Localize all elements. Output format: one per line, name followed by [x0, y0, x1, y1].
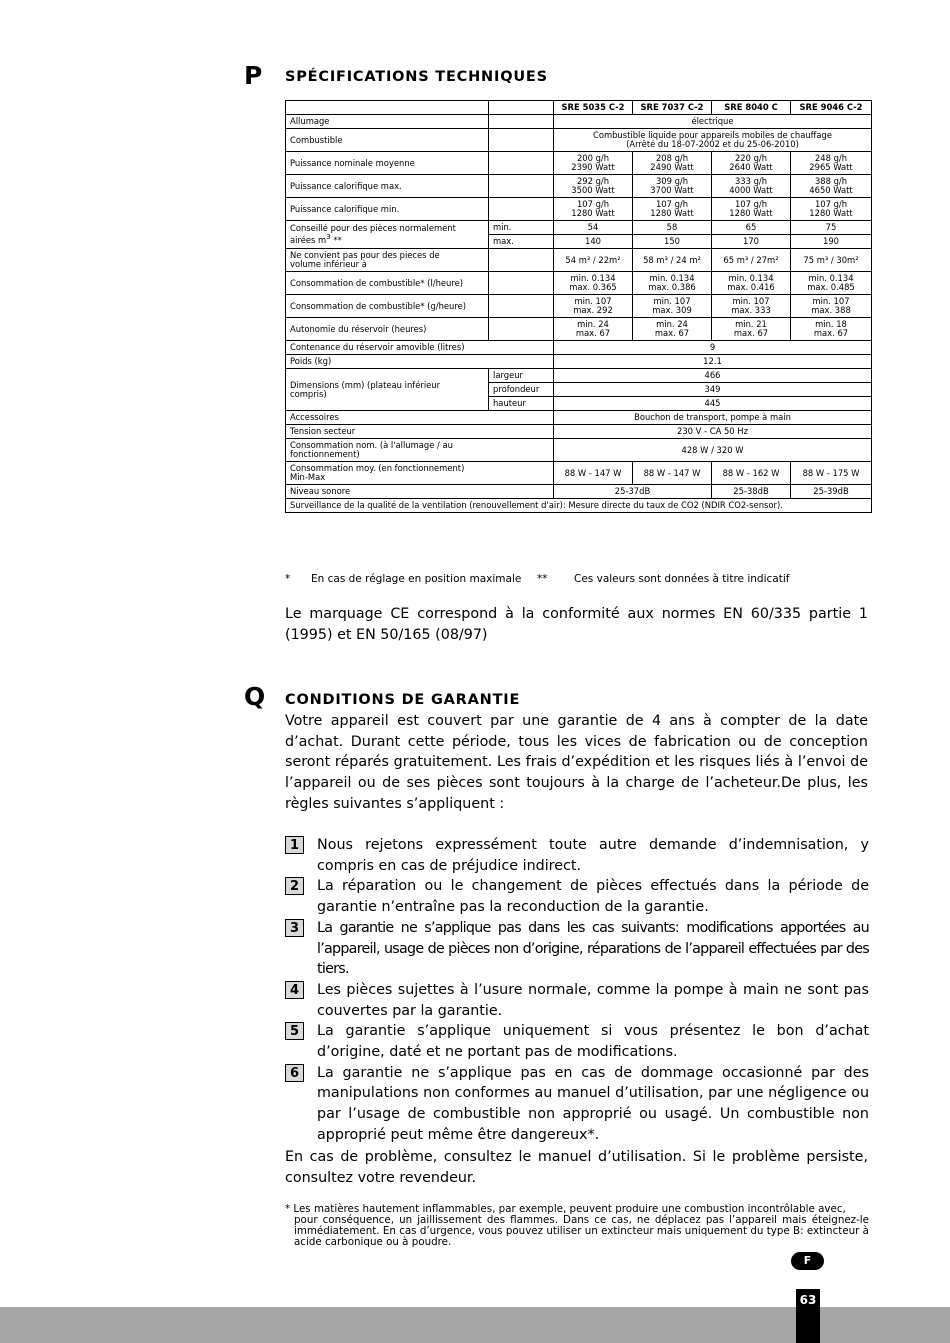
table-header-row: [286, 101, 872, 115]
table-row: [286, 221, 872, 235]
row-label: Consommation moy. (en fonctionnement) Min-Max: [286, 462, 554, 485]
table-row: [286, 369, 872, 383]
list-item: [285, 1021, 869, 1062]
cell: 107 g/h 1280 Watt: [554, 198, 633, 221]
table-row: [286, 499, 872, 513]
sub-label: largeur: [489, 369, 554, 383]
row-value-line: (Arrêté du 18-07-2002 et du 25-06-2010): [626, 139, 799, 149]
footnote-line: pour conséquence, un jaillissement des flammes. Dans ce cas, ne déplacez pas l’appareil mais éteignez-le immédiatement. En cas d’urgence, vous pouvez utiliser un extincteur mais uniquement du type B: extincteur à acide carbonique ou à poudre.: [294, 1214, 869, 1248]
list-item: [285, 1063, 869, 1146]
section-title-specifications: SPÉCIFICATIONS TECHNIQUES: [285, 69, 548, 85]
cell: 208 g/h 2490 Watt: [633, 152, 712, 175]
row-label: Autonomie du réservoir (heures): [286, 318, 489, 341]
cell: 25-37dB: [554, 485, 712, 499]
cell: 292 g/h 3500 Watt: [554, 175, 633, 198]
row-value: 230 V - CA 50 Hz: [554, 425, 872, 439]
table-row: [286, 272, 872, 295]
cell: 88 W - 175 W: [791, 462, 872, 485]
row-value: 12.1: [554, 355, 872, 369]
cell: 140: [554, 235, 633, 249]
cell: min. 24 max. 67: [554, 318, 633, 341]
cell: 190: [791, 235, 872, 249]
footnote: [285, 1204, 869, 1248]
cell: 25-39dB: [791, 485, 872, 499]
list-item: [285, 876, 869, 917]
cell: 88 W - 162 W: [712, 462, 791, 485]
table-row: [286, 152, 872, 175]
model-header: SRE 9046 C-2: [791, 101, 872, 115]
model-header: SRE 8040 C: [712, 101, 791, 115]
note-star: **: [537, 573, 548, 585]
row-label: Ne convient pas pour des pieces de volume inférieur à: [286, 249, 489, 272]
row-value: [554, 129, 872, 152]
row-label: Contenance du réservoir amovible (litres): [286, 341, 554, 355]
ce-marking-paragraph: Le marquage CE correspond à la conformité aux normes EN 60/335 partie 1 (1995) et EN 50/165 (08/97): [285, 606, 868, 643]
item-text: La garantie ne s’applique pas dans les cas suivants: modifications apportées au l’appareil, usage de pièces non d’origine, réparations de l’appareil effectuées par des tiers.: [317, 919, 869, 978]
table-row: [286, 439, 872, 462]
cell: 107 g/h 1280 Watt: [791, 198, 872, 221]
table-row: [286, 249, 872, 272]
page-number: 63: [796, 1289, 820, 1343]
cell: 54: [554, 221, 633, 235]
list-item: [285, 918, 869, 980]
row-value: électrique: [554, 115, 872, 129]
item-text: Les pièces sujettes à l’usure normale, comme la pompe à main ne sont pas couvertes par la garantie.: [317, 981, 869, 1019]
table-row: [286, 355, 872, 369]
header-empty-cell: [489, 101, 554, 115]
row-label: Puissance calorifique min.: [286, 198, 489, 221]
row-label: Conseillé pour des pièces normalement airées $m^3$ **: [286, 221, 489, 249]
table-row: [286, 115, 872, 129]
note-text: En cas de réglage en position maximale: [311, 573, 522, 585]
cell: min. 107 max. 309: [633, 295, 712, 318]
cell: 107 g/h 1280 Watt: [712, 198, 791, 221]
row-label: Puissance calorifique max.: [286, 175, 489, 198]
note-star: *: [285, 573, 291, 585]
row-label: Combustible: [286, 129, 489, 152]
section-title-warranty: CONDITIONS DE GARANTIE: [285, 692, 521, 708]
cell: 25-38dB: [712, 485, 791, 499]
cell: min. 24 max. 67: [633, 318, 712, 341]
row-label: Tension secteur: [286, 425, 554, 439]
cell: min. 107 max. 388: [791, 295, 872, 318]
cell: 58 m³ / 24 m²: [633, 249, 712, 272]
cell: min. 21 max. 67: [712, 318, 791, 341]
table-row: [286, 318, 872, 341]
specifications-table: [285, 100, 872, 513]
warranty-intro-paragraph: Votre appareil est couvert par une garantie de 4 ans à compter de la date d’achat. Durant cette période, tous les vices de fabrication ou de conception seront réparés gratuitement. Les frais d’expédition et les risques liés à l’envoi de l’appareil ou de ses pièces sont toujours à la charge de l’acheteur.De plus, les règles suivantes s’appliquent :: [285, 713, 868, 812]
row-label: Dimensions (mm) (plateau inférieur compris): [286, 369, 489, 411]
cell: 248 g/h 2965 Watt: [791, 152, 872, 175]
list-item: [285, 835, 869, 876]
table-row: [286, 462, 872, 485]
row-label: Surveillance de la qualité de la ventilation (renouvellement d'air): Mesure directe du taux de CO2 (NDIR CO2-sensor).: [286, 499, 872, 513]
cell: min. 0.134 max. 0.365: [554, 272, 633, 295]
table-row: [286, 295, 872, 318]
row-value: 349: [554, 383, 872, 397]
section-letter-q: Q: [244, 682, 266, 711]
cell: min. 0.134 max. 0.386: [633, 272, 712, 295]
row-value: Bouchon de transport, pompe à main: [554, 411, 872, 425]
cell: 88 W - 147 W: [554, 462, 633, 485]
warranty-conditions-list: [285, 835, 869, 1146]
row-value: 445: [554, 397, 872, 411]
note-text: Ces valeurs sont données à titre indicatif: [574, 573, 790, 585]
table-row: [286, 175, 872, 198]
item-number: 4: [285, 981, 304, 999]
sub-label: profondeur: [489, 383, 554, 397]
table-row: [286, 129, 872, 152]
language-badge: F: [791, 1252, 824, 1270]
item-text: La garantie ne s’applique pas en cas de dommage occasionné par des manipulations non conformes au manuel d’utilisation, par une négligence ou par l’usage de combustible non approprié ou usagé. Un combustible non approprié peut même être dangereux*.: [317, 1064, 869, 1143]
cell: 309 g/h 3700 Watt: [633, 175, 712, 198]
row-value: 428 W / 320 W: [554, 439, 872, 462]
cell: 58: [633, 221, 712, 235]
model-header: SRE 5035 C-2: [554, 101, 633, 115]
problem-paragraph: En cas de problème, consultez le manuel d’utilisation. Si le problème persiste, consultez votre revendeur.: [285, 1149, 868, 1186]
footnote-line: * Les matières hautement inflammables, par exemple, peuvent produire une combustion incontrôlable avec,: [285, 1203, 846, 1215]
cell: 75: [791, 221, 872, 235]
header-empty-cell: [286, 101, 489, 115]
item-number: 5: [285, 1022, 304, 1040]
item-number: 2: [285, 877, 304, 895]
table-row: [286, 341, 872, 355]
cell: 107 g/h 1280 Watt: [633, 198, 712, 221]
sub-label: hauteur: [489, 397, 554, 411]
cell: 88 W - 147 W: [633, 462, 712, 485]
cell: 150: [633, 235, 712, 249]
row-value-line: Combustible liquide pour appareils mobiles de chauffage: [592, 130, 833, 140]
row-label: Niveau sonore: [286, 485, 554, 499]
cell: 220 g/h 2640 Watt: [712, 152, 791, 175]
cell: 65 m³ / 27m²: [712, 249, 791, 272]
item-text: La réparation ou le changement de pièces effectués dans la période de garantie n’entraîne pas la reconduction de la garantie.: [317, 878, 869, 916]
cell: 75 m³ / 30m²: [791, 249, 872, 272]
model-header: SRE 7037 C-2: [633, 101, 712, 115]
row-label: Accessoires: [286, 411, 554, 425]
row-label: Consommation nom. (à l'allumage / au fonctionnement): [286, 439, 554, 462]
sub-label: min.: [489, 221, 554, 235]
sub-label: max.: [489, 235, 554, 249]
item-text: La garantie s’applique uniquement si vous présentez le bon d’achat d’origine, daté et ne portant pas de modifications.: [317, 1023, 869, 1061]
cell: 333 g/h 4000 Watt: [712, 175, 791, 198]
item-number: 1: [285, 836, 304, 854]
item-number: 3: [285, 919, 304, 937]
cell: min. 107 max. 333: [712, 295, 791, 318]
row-label: Allumage: [286, 115, 489, 129]
row-label: Puissance nominale moyenne: [286, 152, 489, 175]
cell: min. 107 max. 292: [554, 295, 633, 318]
table-row: [286, 485, 872, 499]
row-value: 9: [554, 341, 872, 355]
cell: min. 0.134 max. 0.485: [791, 272, 872, 295]
cell: 54 m³ / 22m²: [554, 249, 633, 272]
row-value: 466: [554, 369, 872, 383]
row-label: Poids (kg): [286, 355, 554, 369]
cell: min. 0.134 max. 0.416: [712, 272, 791, 295]
cell: 200 g/h 2390 Watt: [554, 152, 633, 175]
section-letter-p: P: [244, 61, 263, 90]
row-label: Consommation de combustible* (l/heure): [286, 272, 489, 295]
row-label: Consommation de combustible* (g/heure): [286, 295, 489, 318]
list-item: [285, 980, 869, 1021]
table-row: [286, 411, 872, 425]
item-number: 6: [285, 1064, 304, 1082]
cell: 388 g/h 4650 Watt: [791, 175, 872, 198]
table-row: [286, 198, 872, 221]
cell: min. 18 max. 67: [791, 318, 872, 341]
table-row: [286, 425, 872, 439]
item-text: Nous rejetons expressément toute autre demande d’indemnisation, y compris en cas de préjudice indirect.: [317, 837, 869, 874]
cell: 170: [712, 235, 791, 249]
cell: 65: [712, 221, 791, 235]
